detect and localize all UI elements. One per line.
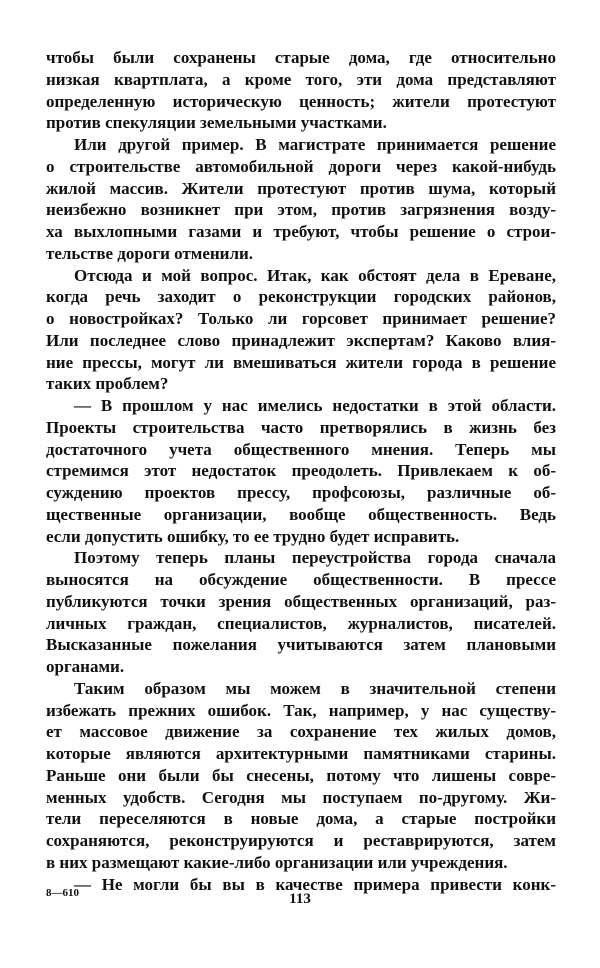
text-line: Раньше они были бы снесены, потому что лишены совре- (46, 765, 556, 785)
text-line: против спекуляции земельными участками. (46, 113, 387, 133)
text-line: когда речь заходит о реконструкции городских районов, (46, 287, 556, 307)
text-line: ет массовое движение за сохранение тех жилых домов, (46, 722, 556, 742)
text-line: Таким образом мы можем в значительной степени (74, 678, 556, 698)
text-line: достаточного учета общественного мнения. Теперь мы (46, 439, 556, 459)
text-line: щественные организации, вообще общественность. Ведь (46, 504, 556, 524)
text-line: суждению проектов прессу, профсоюзы, различные об- (46, 483, 556, 502)
text-line: определенную историческую ценность; жители протестуют (46, 91, 556, 111)
text-line: публикуются точки зрения общественных организаций, раз- (46, 591, 556, 611)
text-line: — Не могли бы вы в качестве примера привести конк- (74, 874, 556, 894)
paragraph (46, 547, 556, 678)
text-line: стремимся этот недостаток преодолеть. Привлекаем к об- (46, 461, 556, 481)
text-line: личных граждан, специалистов, журналистов, писателей. (46, 613, 556, 633)
text-line: Или другой пример. В магистрате принимается решение (74, 135, 556, 154)
text-line: которые являются архитектурными памятниками старины. (46, 744, 556, 763)
paragraph (46, 47, 556, 134)
text-line: сохраняются, реконструируются и реставрируются, затем (46, 831, 556, 850)
paragraph (46, 265, 556, 396)
text-line: если допустить ошибку, то ее трудно будет исправить. (46, 526, 460, 546)
text-line: Проекты строительства часто претворялись в жизнь без (46, 417, 556, 437)
text-line: тели переселяются в новые дома, а старые постройки (46, 809, 556, 829)
page-number: 113 (289, 891, 311, 907)
paragraph (46, 134, 556, 265)
text-line: о строительстве автомобильной дороги через какой-нибудь (46, 156, 556, 176)
text-line: выносятся на обсуждение общественности. В прессе (46, 570, 556, 589)
text-line: Высказанные пожелания учитываются затем плановыми (46, 635, 556, 655)
text-line: ние прессы, могут ли вмешиваться жители города в решение (46, 352, 556, 372)
text-line: Поэтому теперь планы переустройства города сначала (74, 548, 556, 568)
text-line: таких проблем? (46, 374, 169, 394)
text-line: в них размещают какие-либо организации или учреждения. (46, 852, 508, 872)
text-line: менных удобств. Сегодня мы поступаем по-другому. Жи- (46, 787, 556, 807)
text-line: чтобы были сохранены старые дома, где относительно (46, 48, 556, 67)
text-line: — В прошлом у нас имелись недостатки в этой области. (74, 396, 556, 415)
printer-signature-mark: 8—610 (46, 887, 79, 899)
text-line: тельстве дороги отменили. (46, 243, 254, 263)
text-line: жилой массив. Жители протестуют против шума, который (46, 178, 556, 198)
text-line: неизбежно возникнет при этом, против загрязнения возду- (46, 200, 556, 220)
paragraph (46, 678, 556, 874)
text-line: органами. (46, 657, 125, 676)
page-body-text (46, 47, 556, 895)
text-line: Или последнее слово принадлежит экспертам? Каково влия- (46, 330, 556, 350)
text-line: низкая квартплата, а кроме того, эти дома представляют (46, 69, 556, 89)
text-line: избежать прежних ошибок. Так, например, у нас существу- (46, 700, 556, 720)
text-line: Отсюда и мой вопрос. Итак, как обстоят дела в Ереване, (74, 265, 556, 285)
text-line: о новостройках? Только ли горсовет принимает решение? (46, 309, 556, 328)
text-line: ха выхлопными газами и требуют, чтобы решение о строи- (46, 222, 556, 241)
paragraph (46, 395, 556, 547)
